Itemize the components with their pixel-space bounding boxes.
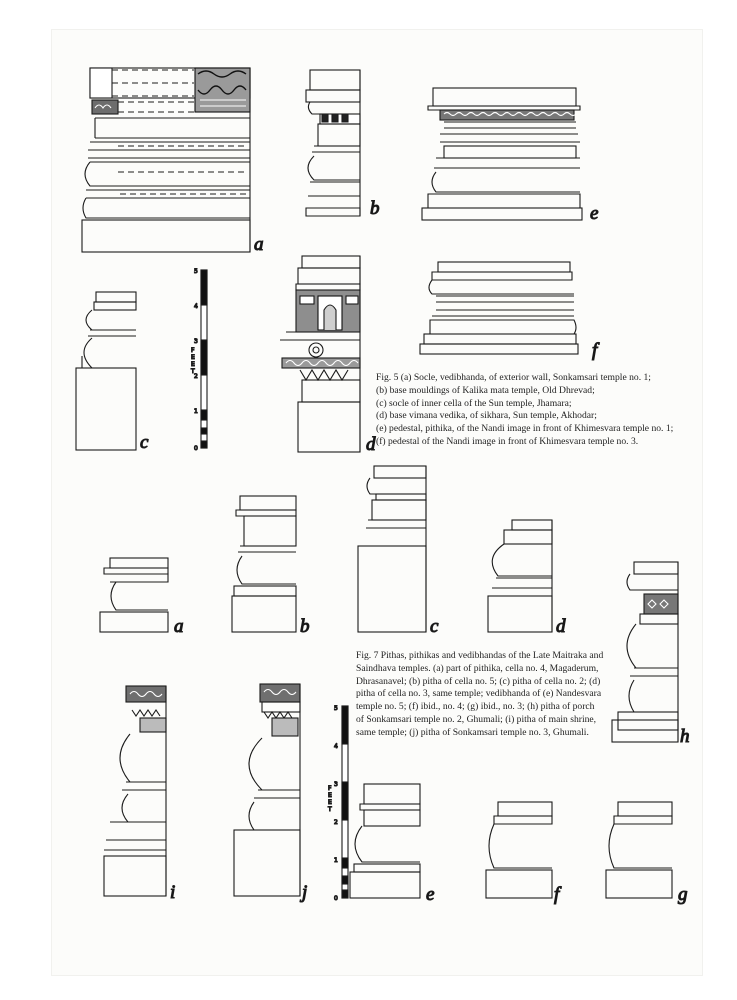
fig7-drawing-h (612, 562, 678, 742)
fig7-label-j: j (302, 882, 308, 903)
fig7-label-i: i (170, 882, 176, 903)
fig5-scale-unit-1: F (191, 347, 195, 354)
fig5-label-d: d (366, 434, 376, 455)
fig5-label-c: c (140, 432, 149, 453)
fig7-label-a: a (174, 616, 184, 637)
fig5-scale-tick-1: 1 (194, 408, 198, 415)
fig7-scale (342, 706, 348, 898)
fig7-drawing-f (486, 802, 552, 898)
fig7-drawing-i (104, 686, 166, 896)
fig7-drawing-c (358, 466, 426, 632)
fig5-label-f: f (592, 340, 598, 361)
fig7-scale-unit-4: T (328, 806, 332, 813)
fig5-scale-unit-2: E (191, 354, 195, 361)
fig5-caption-line: (f) pedestal of the Nandi image in front of Khimesvara temple no. 3. (376, 435, 639, 447)
fig7-scale-unit-2: E (328, 792, 332, 799)
fig7-caption-line: Fig. 7 Pithas, pithikas and vedibhandas of the Late Maitraka and (356, 650, 604, 661)
fig5-caption (376, 372, 696, 449)
fig5-scale (201, 270, 207, 448)
fig7-scale-unit-1: F (328, 785, 332, 792)
fig5-label-e: e (590, 203, 599, 224)
fig7-label-g: g (678, 884, 688, 905)
fig5-scale-unit-3: E (191, 361, 195, 368)
fig7-scale-tick-0: 0 (334, 895, 338, 902)
fig5-drawing-e (422, 88, 582, 220)
fig5-caption-line: (e) pedestal, pithika, of the Nandi image in front of Khimesvara temple no. 1; (376, 423, 674, 435)
fig7-label-d: d (556, 616, 566, 637)
fig5-drawing-d (280, 256, 360, 452)
fig7-drawing-d (488, 520, 552, 632)
fig7-scale-tick-4: 4 (334, 743, 338, 750)
fig7-drawing-j (234, 684, 300, 896)
fig7-scale-tick-2: 2 (334, 819, 338, 826)
fig5-drawing-a (82, 68, 250, 252)
fig5-caption-line: (d) base vimana vedika, of sikhara, Sun temple, Akhodar; (376, 410, 597, 422)
fig5-drawing-b (306, 70, 360, 216)
fig7-label-e: e (426, 884, 435, 905)
fig5-label-b: b (370, 198, 380, 219)
fig7-drawing-e (350, 784, 420, 898)
fig5-scale-tick-3: 3 (194, 338, 198, 345)
fig7-label-c: c (430, 616, 439, 637)
fig7-caption (356, 650, 620, 740)
fig5-scale-tick-5: 5 (194, 268, 198, 275)
fig5-caption-line: (c) socle of inner cella of the Sun temple, Jhamara; (376, 397, 572, 409)
fig5-scale-tick-0: 0 (194, 445, 198, 452)
fig5-drawing-f (420, 262, 578, 354)
fig7-label-f: f (554, 884, 560, 905)
fig7-caption-line: temple no. 5; (f) ibid., no. 4; (g) ibid., no. 3; (h) pitha of porch (356, 701, 595, 713)
fig7-drawing-b (232, 496, 296, 632)
fig7-label-h: h (680, 726, 690, 747)
fig5-drawing-c (76, 292, 136, 450)
fig7-scale-unit-3: E (328, 799, 332, 806)
fig5-scale-unit-4: T (191, 368, 195, 375)
fig5-label-a: a (254, 234, 264, 255)
fig7-caption-line: pitha of cella no. 3, same temple; vedibhanda of (e) Nandesvara (356, 688, 602, 700)
fig7-caption-line: same temple; (j) pitha of Sonkamsari temple no. 3, Ghumali. (356, 726, 589, 738)
fig7-scale-tick-3: 3 (334, 781, 338, 788)
fig7-drawing-g (606, 802, 672, 898)
fig5-scale-tick-2: 2 (194, 373, 198, 380)
fig7-caption-line: of Sonkamsari temple no. 2, Ghumali; (i) pitha of main shrine, (356, 713, 597, 725)
fig7-caption-line: Saindhava temples. (a) part of pithika, cella no. 4, Magaderum, (356, 662, 599, 674)
fig7-scale-tick-1: 1 (334, 857, 338, 864)
fig7-label-b: b (300, 616, 310, 637)
fig7-drawing-a (100, 558, 168, 632)
fig7-scale-tick-5: 5 (334, 705, 338, 712)
fig5-caption-line: (b) base mouldings of Kalika mata temple, Old Dhrevad; (376, 384, 595, 396)
fig5-scale-tick-4: 4 (194, 303, 198, 310)
fig5-caption-line: Fig. 5 (a) Socle, vedibhanda, of exterior wall, Sonkamsari temple no. 1; (376, 372, 651, 383)
fig7-caption-line: Dhrasanavel; (b) pitha of cella no. 5; (c) pitha of cella no. 2; (d) (356, 675, 601, 687)
